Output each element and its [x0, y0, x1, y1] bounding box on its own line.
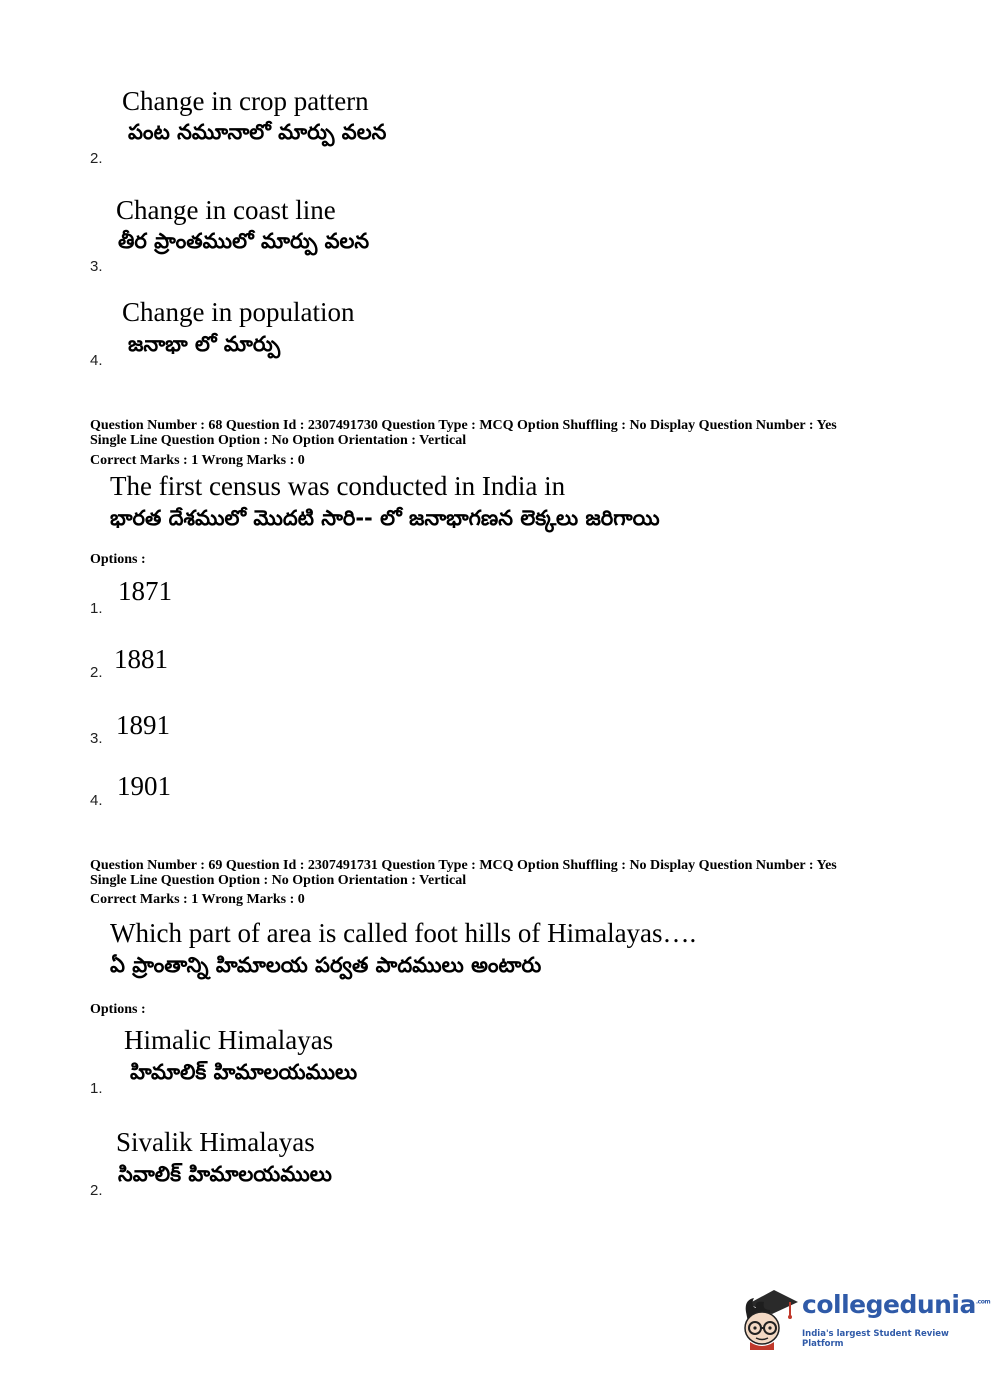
option-2-telugu: సివాలిక్ హిమాలయములు — [118, 1162, 332, 1186]
question-text-english: The first census was conducted in India in — [110, 471, 566, 501]
question-meta: Single Line Question Option : No Option Orientation : Vertical — [90, 873, 467, 888]
option-2-telugu: పంట నమూనాలో మార్పు వలన — [128, 120, 387, 144]
option-number: 2. — [90, 150, 103, 167]
option-2-english: Change in crop pattern — [122, 86, 369, 116]
option-4-text: 1901 — [117, 771, 171, 801]
option-number: 2. — [90, 1182, 103, 1199]
question-meta: Question Number : 69 Question Id : 2307491731 Question Type : MCQ Option Shuffling : No Display Question Number : Yes — [90, 858, 837, 873]
option-number: 4. — [90, 352, 103, 369]
question-meta: Question Number : 68 Question Id : 2307491730 Question Type : MCQ Option Shuffling : No Display Question Number : Yes — [90, 418, 837, 433]
option-1-text: 1871 — [118, 576, 172, 606]
option-number: 3. — [90, 258, 103, 275]
option-3-text: 1891 — [116, 710, 170, 740]
option-number: 4. — [90, 792, 103, 809]
question-text-telugu: భారత దేశములో మొదటి సారి-- లో జనాభాగణన లెక్కలు జరిగాయి — [110, 506, 660, 530]
option-3-telugu: తీర ప్రాంతములో మార్పు వలన — [118, 229, 370, 253]
logo-tagline: India's largest Student Review Platform — [802, 1329, 949, 1349]
collegedunia-logo — [740, 1282, 991, 1352]
option-3-english: Change in coast line — [116, 195, 336, 225]
option-4-telugu: జనాభా లో మార్పు — [128, 332, 281, 356]
option-number: 1. — [90, 1080, 103, 1097]
question-text-telugu: ఏ ప్రాంతాన్ని హిమాలయ పర్వత పాదములు అంటారు — [110, 953, 542, 977]
mascot-icon — [740, 1282, 800, 1350]
option-1-english: Himalic Himalayas — [124, 1025, 334, 1055]
logo-name: collegedunia — [802, 1290, 976, 1319]
marks-meta: Correct Marks : 1 Wrong Marks : 0 — [90, 892, 305, 907]
option-2-text: 1881 — [114, 644, 168, 674]
options-label: Options : — [90, 1002, 146, 1017]
logo-suffix: .com — [975, 1298, 991, 1306]
option-number: 3. — [90, 730, 103, 747]
question-meta: Single Line Question Option : No Option Orientation : Vertical — [90, 433, 467, 448]
marks-meta: Correct Marks : 1 Wrong Marks : 0 — [90, 453, 305, 468]
option-4-english: Change in population — [122, 297, 355, 327]
options-label: Options : — [90, 552, 146, 567]
option-number: 1. — [90, 600, 103, 617]
option-2-english: Sivalik Himalayas — [116, 1127, 315, 1157]
option-number: 2. — [90, 664, 103, 681]
option-1-telugu: హిమాలిక్ హిమాలయములు — [130, 1060, 358, 1084]
question-text-english: Which part of area is called foot hills of Himalayas…. — [110, 918, 697, 948]
